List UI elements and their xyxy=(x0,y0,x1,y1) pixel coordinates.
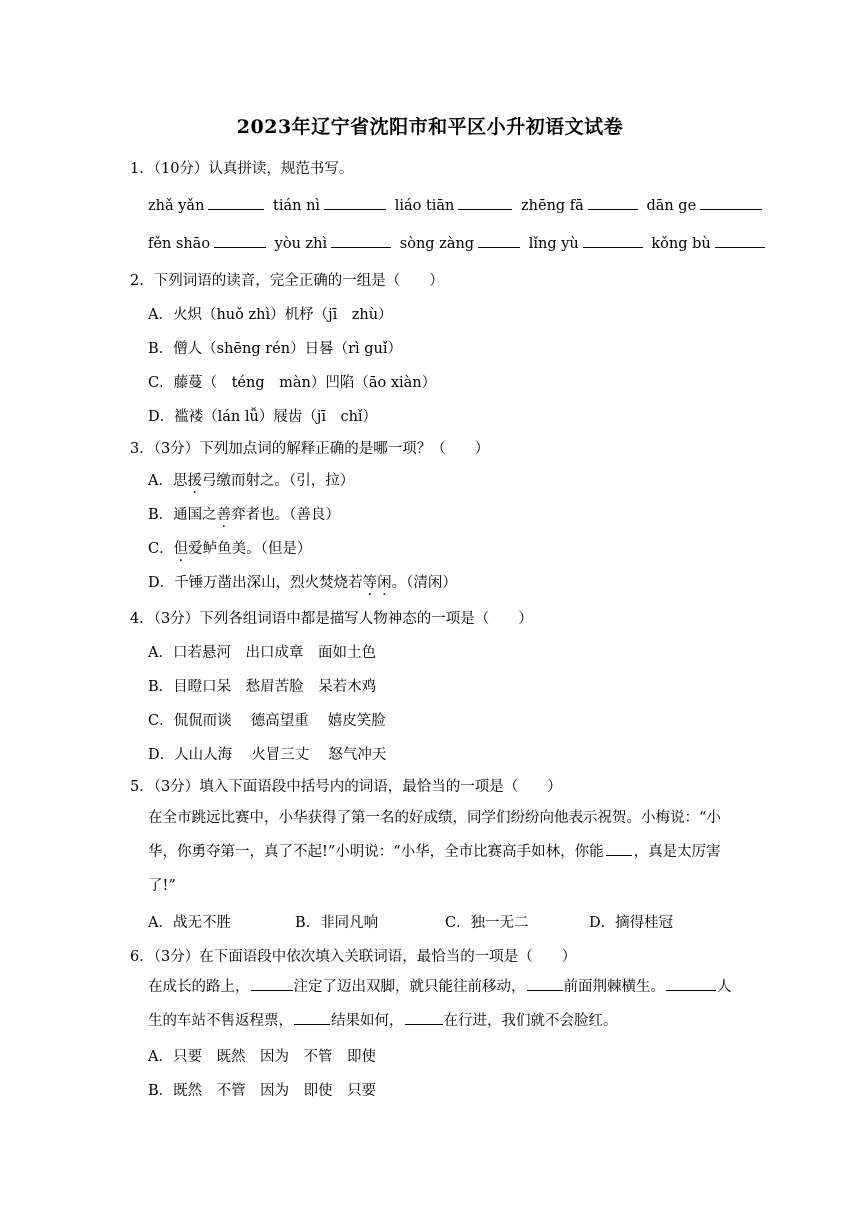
option-row xyxy=(148,911,673,932)
answer-blank[interactable] xyxy=(208,195,264,210)
pinyin-item: kǒng bù xyxy=(651,236,711,252)
option-d[interactable]: D．摘得桂冠 xyxy=(589,915,674,931)
option-c[interactable]: C．藤蔓（ téng màn）凹陷（āo xiàn） xyxy=(148,375,437,391)
dotted-word: 闲 xyxy=(377,575,392,591)
passage-text: 注定了迈出双脚，就只能往前移动， xyxy=(293,979,526,995)
answer-blank[interactable] xyxy=(715,233,765,248)
answer-blank[interactable] xyxy=(294,1010,330,1025)
question-6-stem: 6．（3分）在下面语段中依次填入关联词语，最恰当的一项是（ ） xyxy=(130,949,577,965)
option-d[interactable] xyxy=(148,571,457,592)
option-d[interactable]: D．人山人海 火冒三丈 怒气冲天 xyxy=(148,747,387,763)
option-c[interactable]: C．侃侃而谈 德高望重 嬉皮笑脸 xyxy=(148,713,386,729)
option-b[interactable] xyxy=(148,503,340,524)
option-a[interactable] xyxy=(148,469,354,490)
passage-text: 在成长的路上， xyxy=(148,979,250,995)
option-text: 弈者也。（善良） xyxy=(231,507,340,523)
option-a[interactable]: A．火炽（huǒ zhì）机杼（jī zhù） xyxy=(148,307,393,323)
pinyin-item: liáo tiān xyxy=(394,198,455,214)
answer-blank[interactable] xyxy=(606,841,632,856)
pinyin-item: yòu zhì xyxy=(274,236,328,252)
dotted-word: 善 xyxy=(216,507,232,523)
pinyin-row-2 xyxy=(148,233,769,252)
question-4-stem: 4．（3分）下列各组词语中都是描写人物神态的一项是（ ） xyxy=(130,611,533,627)
passage-text: 在全市跳远比赛中，小华获得了第一名的好成绩，同学们纷纷向他表示祝贺。小梅说：“小华，你勇夺第一，真了不起!”小明说：“小华，全市比赛高手如林，你能 xyxy=(148,810,721,860)
passage-text: ，真是太厉害了!” xyxy=(148,844,721,894)
passage-text: 在行进，我们就不会脸红。 xyxy=(443,1013,618,1029)
pinyin-item: dān ge xyxy=(646,198,697,214)
answer-blank[interactable] xyxy=(700,195,762,210)
answer-blank[interactable] xyxy=(251,976,293,991)
answer-blank[interactable] xyxy=(583,233,643,248)
passage-text: 结果如何， xyxy=(331,1013,404,1029)
pinyin-item: sòng zàng xyxy=(399,236,475,252)
answer-blank[interactable] xyxy=(666,976,716,991)
option-text: 弓缴而射之。（引，拉） xyxy=(201,473,355,489)
question-2-stem: 2．下列词语的读音，完全正确的一组是（ ） xyxy=(130,273,444,289)
option-a[interactable]: A．口若悬河 出口成章 面如土色 xyxy=(148,645,376,661)
passage xyxy=(148,970,733,1038)
dotted-word: 但 xyxy=(173,541,189,557)
option-text: A．思 xyxy=(148,473,188,489)
passage xyxy=(148,801,733,903)
option-b[interactable]: B．僧人（shēng rén）日晷（rì guǐ） xyxy=(148,341,403,357)
pinyin-item: zhǎ yǎn xyxy=(148,198,205,214)
passage-text: 前面荆棘横生。 xyxy=(563,979,665,995)
option-text: 爱鲈鱼美。（但是） xyxy=(188,541,312,557)
pinyin-row-1 xyxy=(148,195,766,214)
option-text: C． xyxy=(148,541,174,557)
option-b[interactable]: B．目瞪口呆 愁眉苦脸 呆若木鸡 xyxy=(148,679,377,695)
answer-blank[interactable] xyxy=(214,233,266,248)
option-b[interactable]: B．非同凡响 xyxy=(295,915,379,931)
answer-blank[interactable] xyxy=(478,233,520,248)
option-text: D．千锤万凿出深山，烈火焚烧若 xyxy=(148,575,363,591)
question-3-stem: 3．（3分）下列加点词的解释正确的是哪一项？（ ） xyxy=(130,441,490,457)
question-5-stem: 5．（3分）填入下面语段中括号内的词语，最恰当的一项是（ ） xyxy=(130,779,562,795)
answer-blank[interactable] xyxy=(458,195,512,210)
option-c[interactable] xyxy=(148,537,311,558)
dotted-word: 等 xyxy=(362,575,378,591)
option-c[interactable]: C．独一无二 xyxy=(445,915,529,931)
option-text: B．通国之 xyxy=(148,507,217,523)
option-b[interactable]: B．既然 不管 因为 即使 只要 xyxy=(148,1083,377,1099)
option-a[interactable]: A．只要 既然 因为 不管 即使 xyxy=(148,1049,376,1065)
option-a[interactable]: A．战无不胜 xyxy=(148,915,231,931)
answer-blank[interactable] xyxy=(405,1010,443,1025)
exam-title: 2023年辽宁省沈阳市和平区小升初语文试卷 xyxy=(236,116,624,138)
dotted-word: 援 xyxy=(187,473,202,489)
answer-blank[interactable] xyxy=(588,195,638,210)
pinyin-item: tián nì xyxy=(273,198,321,214)
answer-blank[interactable] xyxy=(527,976,563,991)
pinyin-item: zhēng fā xyxy=(521,198,584,214)
answer-blank[interactable] xyxy=(324,195,386,210)
pinyin-item: lǐng yù xyxy=(528,236,579,252)
option-text: 。（清闲） xyxy=(391,575,457,591)
answer-blank[interactable] xyxy=(331,233,391,248)
question-1-stem: 1．（10分）认真拼读，规范书写。 xyxy=(130,161,354,177)
pinyin-item: fěn shāo xyxy=(148,236,211,252)
option-d[interactable]: D．褴褛（lán lǚ）屐齿（jī chǐ） xyxy=(148,409,378,425)
passage-text: 人生的车站不售返程票， xyxy=(148,979,732,1029)
